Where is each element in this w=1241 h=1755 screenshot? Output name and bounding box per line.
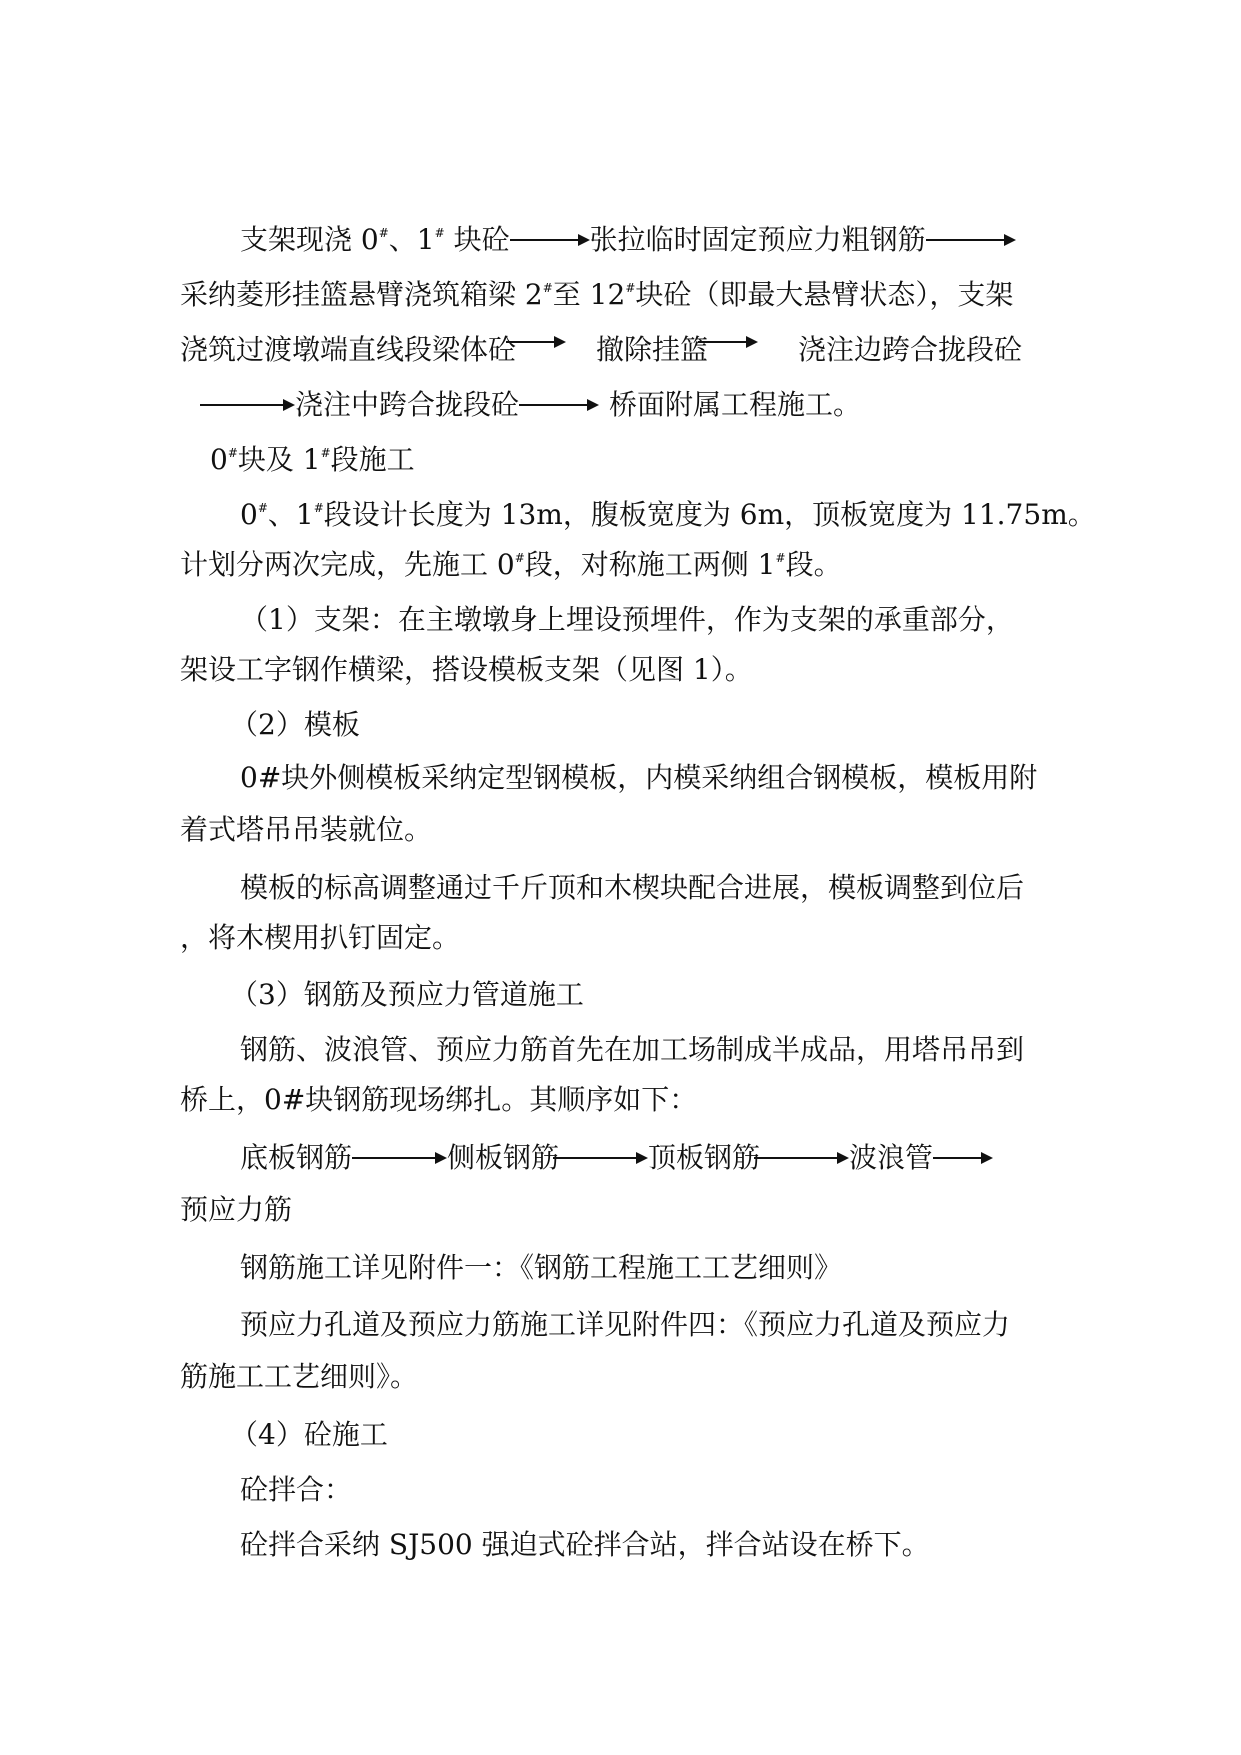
- text: 至 12: [552, 278, 626, 311]
- paragraph: 预应力孔道及预应力筋施工详见附件四：《预应力孔道及预应力: [240, 1308, 1011, 1341]
- sup: #: [257, 501, 268, 515]
- text: 底板钢筋: [240, 1141, 353, 1174]
- arrow-right-icon: [200, 385, 295, 425]
- arrow-right-icon: [698, 322, 758, 362]
- sup: #: [775, 551, 786, 565]
- text: 0: [210, 443, 228, 476]
- text: 张拉临时固定预应力粗钢筋: [589, 223, 926, 256]
- paragraph: 砼拌合采纳 SJ500 强迫式砼拌合站，拌合站设在桥下。: [240, 1528, 930, 1561]
- text: 段设计长度为 13m，腹板宽度为 6m，顶板宽度为 11.75m。: [323, 498, 1096, 531]
- text: 、1: [388, 223, 435, 256]
- paragraph: [180, 545, 842, 585]
- paragraph: 钢筋施工详见附件一：《钢筋工程施工工艺细则》: [240, 1251, 843, 1284]
- text: 浇注边跨合拢段砼: [798, 333, 1023, 366]
- subheading: （4）砼施工: [230, 1418, 388, 1451]
- paragraph: 模板的标高调整通过千斤顶和木楔块配合进展，模板调整到位后: [240, 871, 1025, 904]
- flow-line-1: [240, 220, 1016, 260]
- text: 、1: [267, 498, 314, 531]
- sup: #: [227, 446, 238, 460]
- sup: #: [434, 226, 445, 240]
- text: 浇注中跨合拢段砼: [295, 388, 520, 421]
- arrow-right-icon: [510, 220, 590, 260]
- sup: #: [625, 281, 636, 295]
- text: 波浪管: [849, 1141, 934, 1174]
- paragraph: 钢筋、波浪管、预应力筋首先在加工场制成半成品，用塔吊吊到: [240, 1033, 1025, 1066]
- sup: #: [514, 551, 525, 565]
- text: 0: [240, 498, 258, 531]
- text: 撤除挂篮: [596, 333, 709, 366]
- flow-line-4: [200, 385, 861, 425]
- text: 块及 1: [237, 443, 321, 476]
- sup: #: [313, 501, 324, 515]
- sup: #: [320, 446, 331, 460]
- paragraph: 砼拌合：: [240, 1473, 353, 1506]
- rebar-sequence: [240, 1138, 993, 1178]
- text: 支架现浇 0: [240, 223, 379, 256]
- arrow-right-icon: [926, 220, 1016, 260]
- flow-line-3: [180, 330, 1022, 370]
- text: 桥面附属工程施工。: [609, 388, 862, 421]
- arrow-right-icon: [553, 1138, 648, 1178]
- flow-line-2: [180, 275, 1013, 315]
- paragraph: 着式塔吊吊装就位。: [180, 813, 433, 846]
- section-title: [210, 440, 415, 480]
- text: 块砼: [444, 223, 510, 256]
- text: 浇筑过渡墩端直线段梁体砼: [180, 333, 517, 366]
- paragraph: 预应力筋: [180, 1193, 293, 1226]
- arrow-right-icon: [352, 1138, 447, 1178]
- text: 侧板钢筋: [447, 1141, 560, 1174]
- text: 段，对称施工两侧 1: [524, 548, 776, 581]
- text: 计划分两次完成，先施工 0: [180, 548, 515, 581]
- paragraph: 架设工字钢作横梁，搭设模板支架（见图 1）。: [180, 653, 753, 686]
- subheading: （2）模板: [230, 708, 360, 741]
- paragraph: 0#块外侧模板采纳定型钢模板，内模采纳组合钢模板，模板用附: [240, 761, 1038, 794]
- arrow-right-icon: [933, 1138, 993, 1178]
- paragraph: 筋施工工艺细则》。: [180, 1360, 419, 1393]
- text: 采纳菱形挂篮悬臂浇筑箱梁 2: [180, 278, 543, 311]
- text: 块砼（即最大悬臂状态），支架: [635, 278, 1014, 311]
- sup: #: [378, 226, 389, 240]
- paragraph: ，将木楔用扒钉固定。: [180, 921, 461, 954]
- text: 顶板钢筋: [648, 1141, 761, 1174]
- text: 段施工: [330, 443, 415, 476]
- subheading: （3）钢筋及预应力管道施工: [230, 978, 584, 1011]
- sup: #: [542, 281, 553, 295]
- paragraph: 桥上，0#块钢筋现场绑扎。其顺序如下：: [180, 1083, 698, 1116]
- arrow-right-icon: [506, 322, 566, 362]
- arrow-right-icon: [754, 1138, 849, 1178]
- text: 段。: [785, 548, 842, 581]
- paragraph: （1）支架：在主墩墩身上埋设预埋件，作为支架的承重部分，: [240, 603, 1014, 636]
- paragraph: [240, 495, 1096, 535]
- arrow-right-icon: [519, 385, 599, 425]
